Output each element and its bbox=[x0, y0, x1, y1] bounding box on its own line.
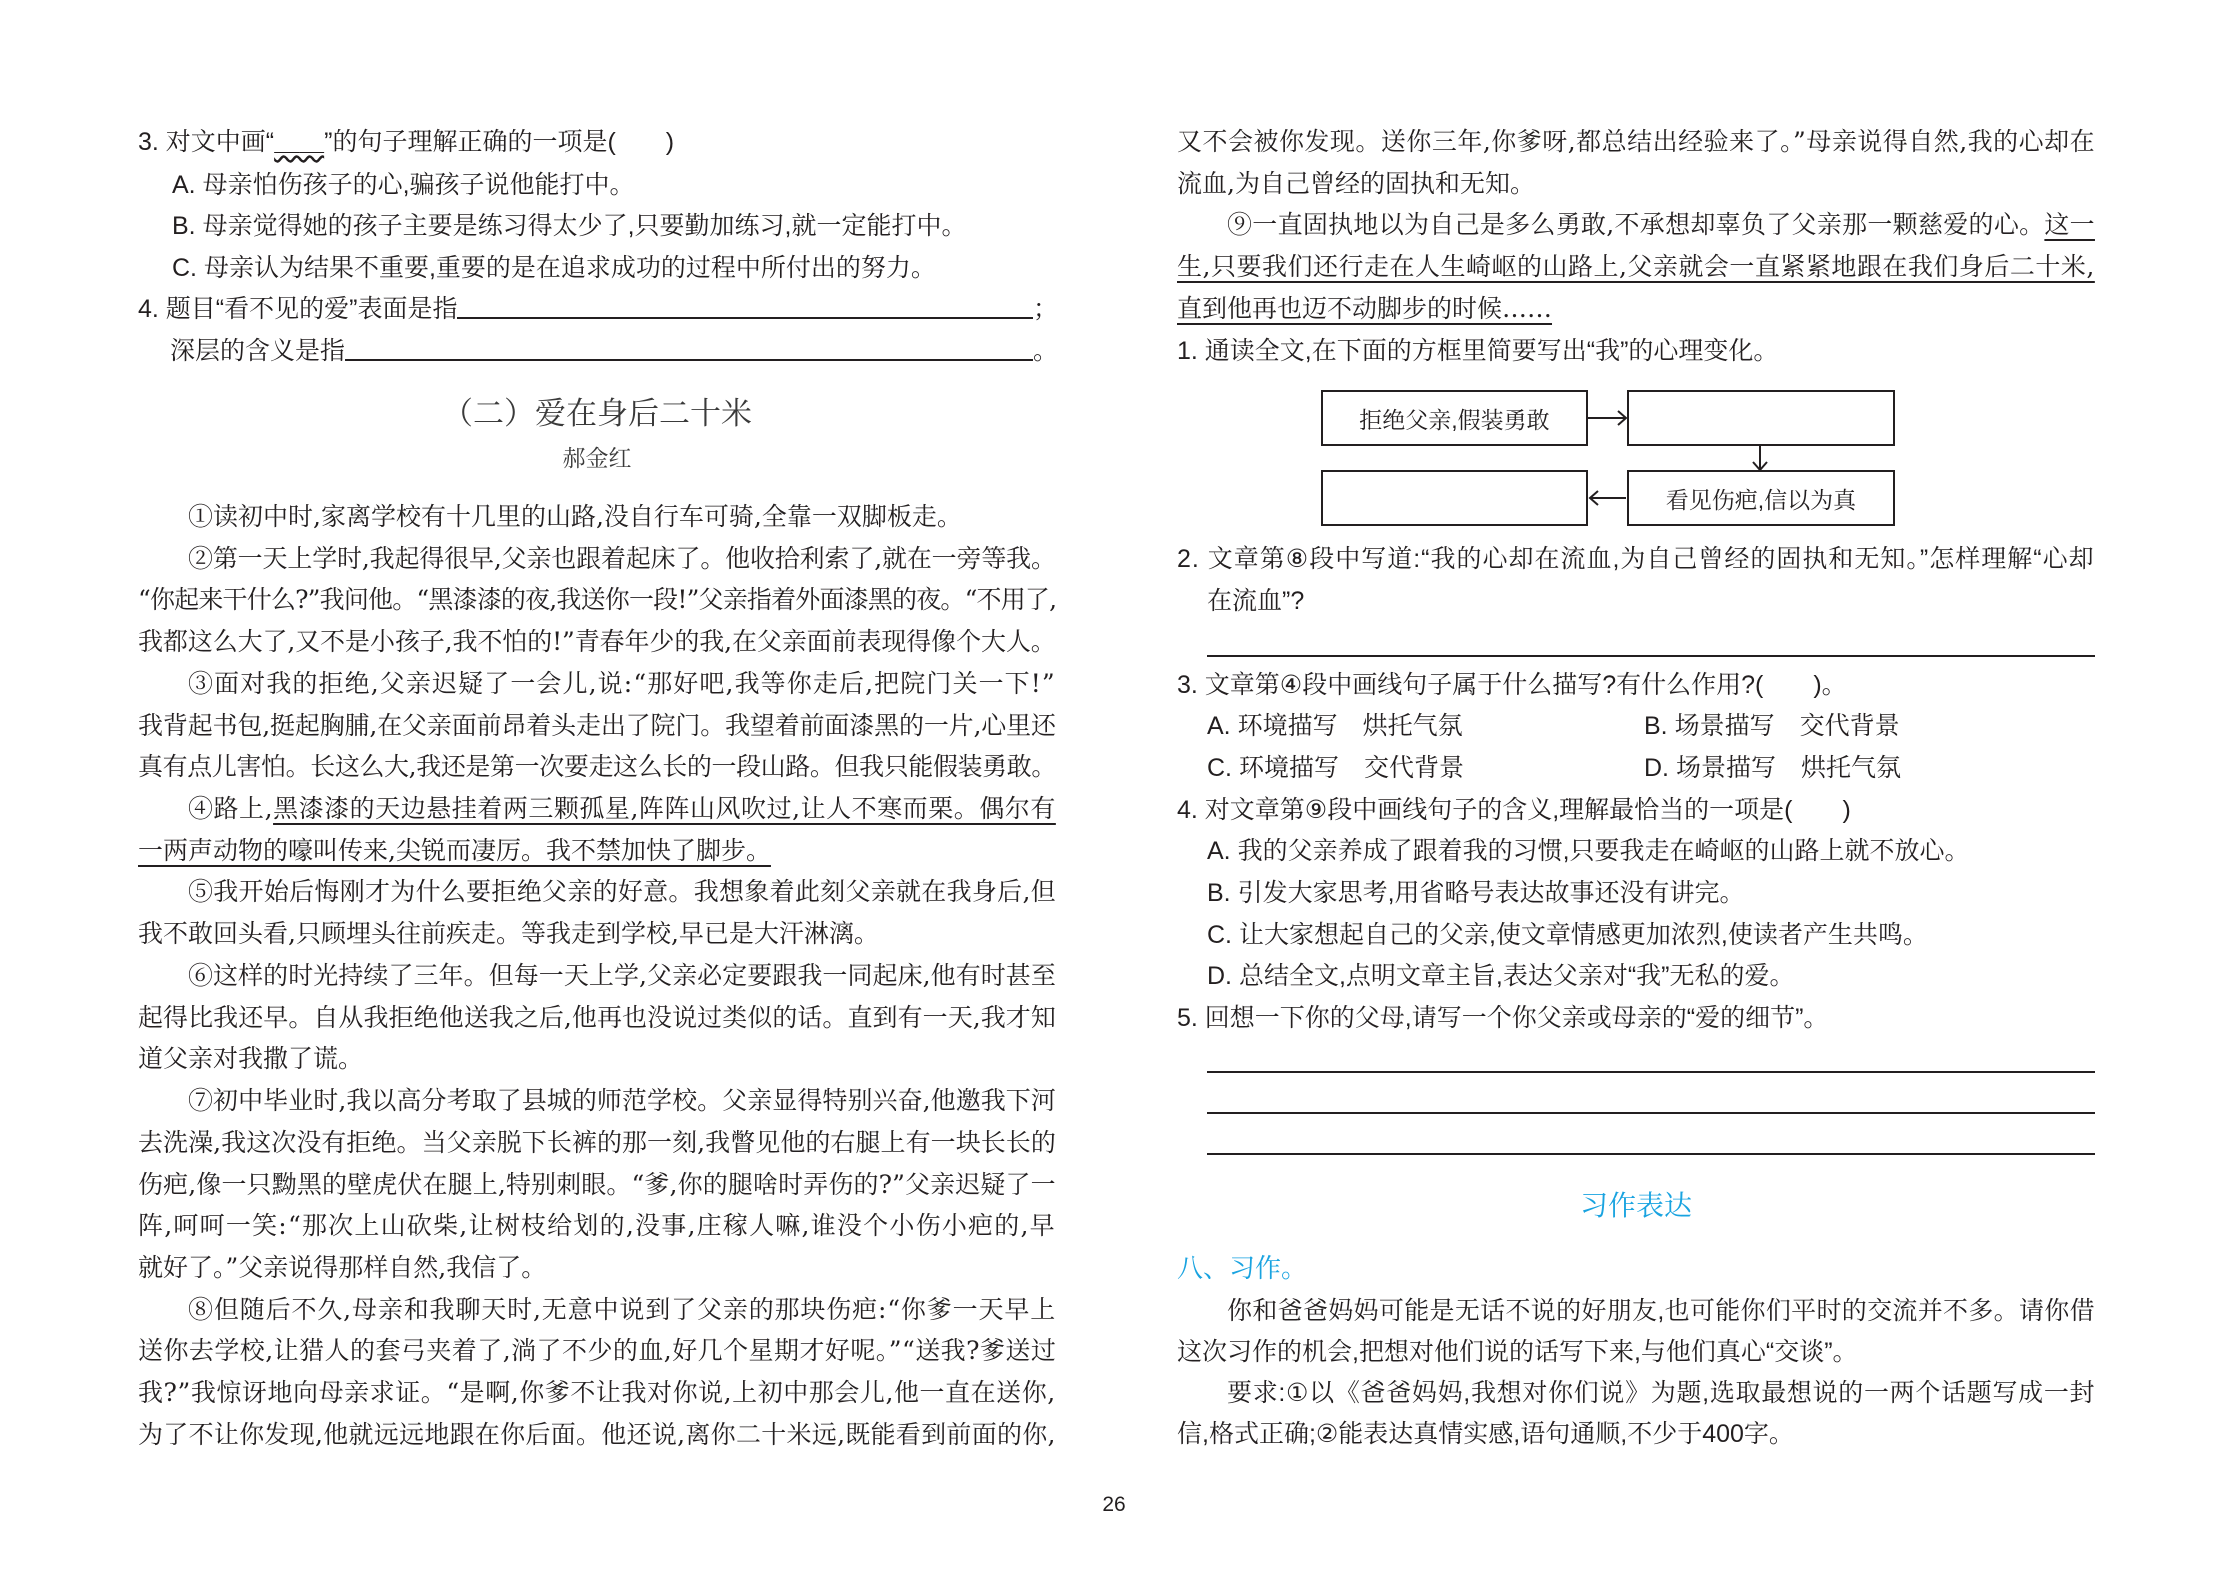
line-text: ②第一天上学时,我起得很早,父亲也跟着起床了。他收拾利索了,就在一旁等我。 bbox=[188, 544, 1056, 573]
r-q3-option-b: B. 场景描写 交代背景 bbox=[1644, 712, 1900, 740]
writing-prompt-line-2: 这次习作的机会,把想对他们说的话写下来,与他们真心“交谈”。 bbox=[1177, 1338, 1858, 1366]
passage-line bbox=[188, 874, 1056, 910]
line-text: ⑧但随后不久,母亲和我聊天时,无意中说到了父亲的那块伤疤:“你爹一天早上 bbox=[188, 1295, 1057, 1324]
passage-line bbox=[188, 666, 1056, 702]
r-q4-option-d: D. 总结全文,点明文章主旨,表达父亲对“我”无私的爱。 bbox=[1207, 962, 1795, 990]
line-text: 为了不让你发现,他就远远地跟在你后面。他还说,离你二十米远,既能看到前面的你, bbox=[138, 1420, 1056, 1449]
q4-label-1: 4. 题目“看不见的爱”表面是指 bbox=[138, 295, 458, 323]
passage-title: （二）爱在身后二十米 bbox=[442, 396, 752, 431]
writing-prompt-line-1: 你和爸爸妈妈可能是无话不说的好朋友,也可能你们平时的交流并不多。请你借 bbox=[1227, 1297, 2095, 1325]
writing-heading: 八、习作。 bbox=[1177, 1253, 1308, 1283]
mind-change-box-3: 看见伤疤,信以为真 bbox=[1627, 470, 1895, 526]
underlined-sentence: 一两声动物的嚎叫传来,尖锐而凄厉。我不禁加快了脚步。 bbox=[138, 836, 771, 865]
underlined-sentence: 直到他再也迈不动脚步的时候…… bbox=[1177, 294, 1553, 323]
line-text: 我都这么大了,又不是小孩子,我不怕的!”青春年少的我,在父亲面前表现得像个大人。 bbox=[138, 627, 1056, 656]
answer-line-q5-2[interactable] bbox=[1207, 1112, 2095, 1114]
question-4-line1 bbox=[138, 291, 1058, 327]
passage-line bbox=[138, 582, 1056, 618]
r-question-5-stem: 5. 回想一下你的父母,请写一个你父亲或母亲的“爱的细节”。 bbox=[1177, 1004, 1829, 1032]
r-question-2-line1: 2. 文章第⑧段中写道:“我的心却在流血,为自己曾经的固执和无知。”怎样理解“心却 bbox=[1177, 545, 2095, 573]
passage-line bbox=[1177, 124, 2095, 160]
passage-line bbox=[138, 1000, 1056, 1036]
line-text: 又不会被你发现。送你三年,你爹呀,都总结出经验来了。”母亲说得自然,我的心却在 bbox=[1177, 127, 2096, 156]
line-text: ⑨一直固执地以为自己是多么勇敢,不承想却辜负了父亲那一颗慈爱的心。 bbox=[1227, 210, 2045, 239]
q3-option-a: A. 母亲怕伤孩子的心,骗孩子说他能打中。 bbox=[172, 171, 635, 199]
r-question-2-line2: 在流血”? bbox=[1207, 587, 1305, 615]
answer-line-q5-1[interactable] bbox=[1207, 1071, 2095, 1073]
r-q4-option-b: B. 引发大家思考,用省略号表达故事还没有讲完。 bbox=[1207, 879, 1745, 907]
passage-line bbox=[138, 1250, 1056, 1286]
section-title-writing: 习作表达 bbox=[1579, 1190, 1692, 1221]
underlined-sentence: 生,只要我们还行走在人生崎岖的山路上,父亲就会一直紧紧地跟在我们身后二十米, bbox=[1177, 252, 2095, 281]
line-text: ③面对我的拒绝,父亲迟疑了一会儿,说:“那好吧,我等你走后,把院门关一下!” bbox=[188, 669, 1056, 698]
passage-line bbox=[1177, 249, 2095, 285]
passage-line bbox=[138, 1208, 1056, 1244]
line-text: 流血,为自己曾经的固执和无知。 bbox=[1177, 169, 1535, 198]
passage-line bbox=[188, 541, 1056, 577]
passage-line bbox=[138, 708, 1056, 744]
r-question-1-stem: 1. 通读全文,在下面的方框里简要写出“我”的心理变化。 bbox=[1177, 337, 1779, 365]
answer-blank-1[interactable] bbox=[457, 291, 1033, 319]
wavy-underline-mark: ＿＿ bbox=[274, 128, 325, 156]
q4-label-2: 深层的含义是指 bbox=[170, 337, 346, 365]
line-text: 伤疤,像一只黝黑的壁虎伏在腿上,特别刺眼。“爹,你的腿啥时弄伤的?”父亲迟疑了一 bbox=[138, 1170, 1056, 1199]
passage-line bbox=[1227, 207, 2095, 243]
answer-line-q5-3[interactable] bbox=[1207, 1153, 2095, 1155]
passage-line bbox=[1177, 166, 2095, 202]
q3-option-b: B. 母亲觉得她的孩子主要是练习得太少了,只要勤加练习,就一定能打中。 bbox=[172, 212, 967, 240]
r-q4-option-c: C. 让大家想起自己的父亲,使文章情感更加浓烈,使读者产生共鸣。 bbox=[1207, 921, 1928, 949]
line-text: 我背起书包,挺起胸脯,在父亲面前昂着头走出了院门。我望着前面漆黑的一片,心里还 bbox=[138, 711, 1056, 740]
line-text: 阵,呵呵一笑:“那次上山砍柴,让树枝给划的,没事,庄稼人嘛,谁没个小伤小疤的,早 bbox=[138, 1211, 1056, 1240]
line-text: 送你去学校,让猎人的套弓夹着了,淌了不少的血,好几个星期才好呢。”“送我?爹送过 bbox=[138, 1336, 1057, 1365]
line-text: ⑦初中毕业时,我以高分考取了县城的师范学校。父亲显得特别兴奋,他邀我下河 bbox=[188, 1086, 1056, 1115]
question-3-stem bbox=[138, 124, 1056, 160]
r-q4-option-a: A. 我的父亲养成了跟着我的习惯,只要我走在崎岖的山路上就不放心。 bbox=[1207, 837, 1970, 865]
line-text: ⑤我开始后悔刚才为什么要拒绝父亲的好意。我想象着此刻父亲就在我身后,但 bbox=[188, 877, 1056, 906]
question-4-line2 bbox=[170, 333, 1058, 369]
passage-line bbox=[138, 749, 1056, 785]
mind-change-box-1: 拒绝父亲,假装勇敢 bbox=[1321, 390, 1588, 446]
arrow-right-icon bbox=[1588, 411, 1626, 425]
passage-author: 郝金红 bbox=[562, 445, 632, 471]
passage-line bbox=[138, 1375, 1056, 1411]
passage-line bbox=[188, 958, 1056, 994]
line-text: 我?”我惊讶地向母亲求证。“是啊,你爹不让我对你说,上初中那会儿,他一直在送你, bbox=[138, 1378, 1056, 1407]
writing-requirement-line-1: 要求:①以《爸爸妈妈,我想对你们说》为题,选取最想说的一两个话题写成一封 bbox=[1227, 1379, 2096, 1407]
passage-line bbox=[138, 1125, 1056, 1161]
writing-requirement-line-2: 信,格式正确;②能表达真情实感,语句通顺,不少于400字。 bbox=[1177, 1420, 1794, 1448]
passage-line bbox=[138, 1333, 1056, 1369]
line-text: 真有点儿害怕。长这么大,我还是第一次要走这么长的一段山路。但我只能假装勇敢。 bbox=[138, 752, 1056, 781]
r-question-4-stem: 4. 对文章第⑨段中画线句子的含义,理解最恰当的一项是( ) bbox=[1177, 796, 1851, 824]
passage-line bbox=[138, 833, 1056, 869]
q3-stem-pre: 3. 对文中画“ bbox=[138, 128, 275, 156]
line-text: 去洗澡,我这次没有拒绝。当父亲脱下长裤的那一刻,我瞥见他的右腿上有一块长长的 bbox=[138, 1128, 1056, 1157]
line-text: ①读初中时,家离学校有十几里的山路,没自行车可骑,全靠一双脚板走。 bbox=[188, 502, 962, 531]
q3-stem-post: ”的句子理解正确的一项是( ) bbox=[324, 128, 675, 156]
underlined-sentence: 黑漆漆的天边悬挂着两三颗孤星,阵阵山风吹过,让人不寒而栗。偶尔有 bbox=[273, 794, 1056, 823]
r-q3-option-a: A. 环境描写 烘托气氛 bbox=[1207, 712, 1463, 740]
passage-line bbox=[1177, 291, 2095, 327]
q3-option-c: C. 母亲认为结果不重要,重要的是在追求成功的过程中所付出的努力。 bbox=[172, 254, 936, 282]
passage-line bbox=[188, 1083, 1056, 1119]
passage-line bbox=[188, 499, 1056, 535]
passage-line bbox=[138, 1041, 1056, 1077]
r-q3-option-c: C. 环境描写 交代背景 bbox=[1207, 754, 1464, 782]
r-question-3-stem: 3. 文章第④段中画线句子属于什么描写?有什么作用?( )。 bbox=[1177, 671, 1847, 699]
line-text: “你起来干什么?”我问他。“黑漆漆的夜,我送你一段!”父亲指着外面漆黑的夜。“不用了, bbox=[138, 585, 1057, 614]
answer-line-q2[interactable] bbox=[1207, 655, 2095, 657]
flow-arrows bbox=[1580, 380, 1910, 540]
q4-end-2: 。 bbox=[1032, 337, 1058, 365]
arrow-down-icon bbox=[1753, 446, 1767, 470]
mind-change-box-4[interactable] bbox=[1321, 470, 1588, 526]
passage-line bbox=[138, 916, 1056, 952]
passage-line bbox=[138, 1167, 1056, 1203]
passage-line bbox=[188, 1292, 1056, 1328]
line-text: ⑥这样的时光持续了三年。但每一天上学,父亲必定要跟我一同起床,他有时甚至 bbox=[188, 961, 1056, 990]
q4-end-1: ； bbox=[1032, 295, 1058, 323]
underlined-sentence: 这一 bbox=[2044, 210, 2095, 239]
passage-line bbox=[188, 791, 1056, 827]
arrow-left-icon bbox=[1590, 491, 1626, 505]
passage-line bbox=[138, 624, 1056, 660]
line-text: 我不敢回头看,只顾埋头往前疾走。等我走到学校,早已是大汗淋漓。 bbox=[138, 919, 879, 948]
r-q3-option-d: D. 场景描写 烘托气氛 bbox=[1644, 754, 1901, 782]
line-text: 道父亲对我撒了谎。 bbox=[138, 1044, 364, 1073]
answer-blank-2[interactable] bbox=[345, 333, 1033, 361]
line-text: ④路上, bbox=[188, 794, 274, 823]
passage-line bbox=[138, 1417, 1056, 1453]
page-number: 26 bbox=[1102, 1493, 1126, 1516]
line-text: 起得比我还早。自从我拒绝他送我之后,他再也没说过类似的话。直到有一天,我才知 bbox=[138, 1003, 1056, 1032]
line-text: 就好了。”父亲说得那样自然,我信了。 bbox=[138, 1253, 547, 1282]
